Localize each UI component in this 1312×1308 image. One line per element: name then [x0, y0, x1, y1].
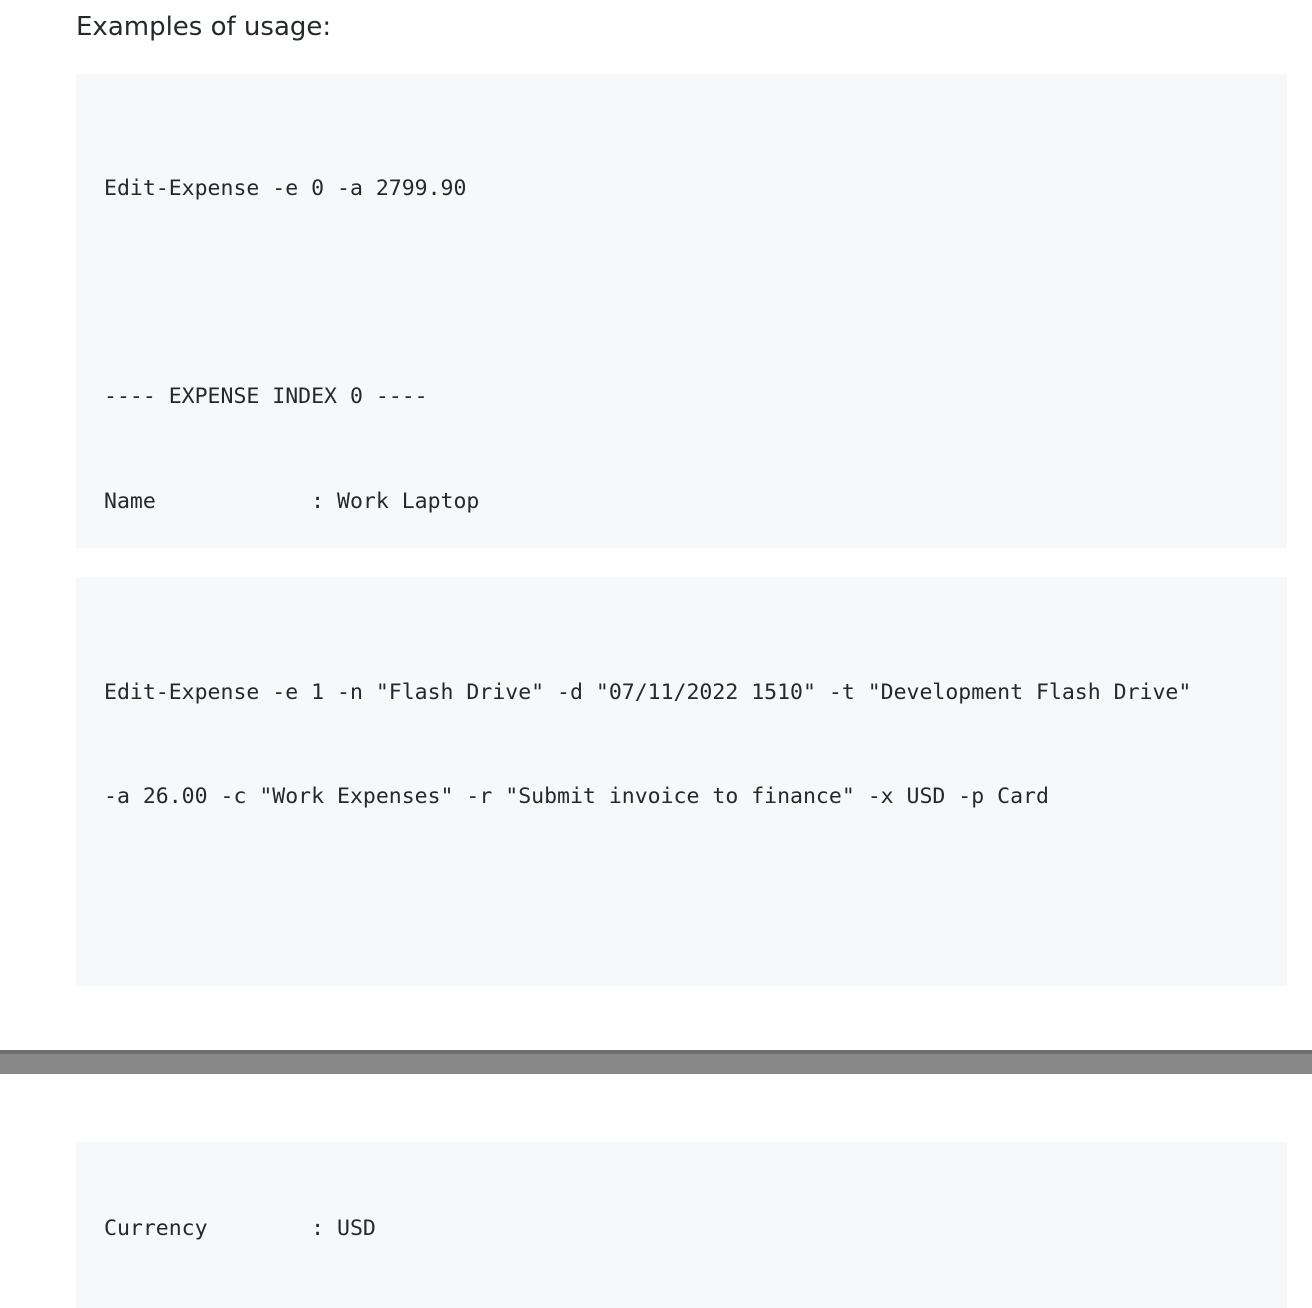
expense-field-row: Name : Work Laptop [104, 488, 480, 514]
command-line: -a 26.00 -c "Work Expenses" -r "Submit invoice to finance" -x USD -p Card [104, 783, 1049, 809]
blank-line [104, 884, 1287, 919]
command-line: Edit-Expense -e 1 -n "Flash Drive" -d "07/11/2022 1510" -t "Development Flash Drive" [104, 679, 1192, 705]
section-heading: Examples of usage: [76, 12, 332, 42]
expense-index-header: ---- EXPENSE INDEX 0 ---- [104, 384, 428, 410]
code-block-example-1 [76, 74, 1287, 548]
code-block-example-2-continued [76, 1142, 1287, 1308]
code-block-example-2 [76, 577, 1287, 986]
page-break-separator-edge [0, 1050, 1312, 1054]
expense-field-row: Currency : USD [104, 1215, 376, 1241]
command-line: Edit-Expense -e 0 -a 2799.90 [104, 175, 467, 201]
blank-line [104, 276, 1287, 311]
